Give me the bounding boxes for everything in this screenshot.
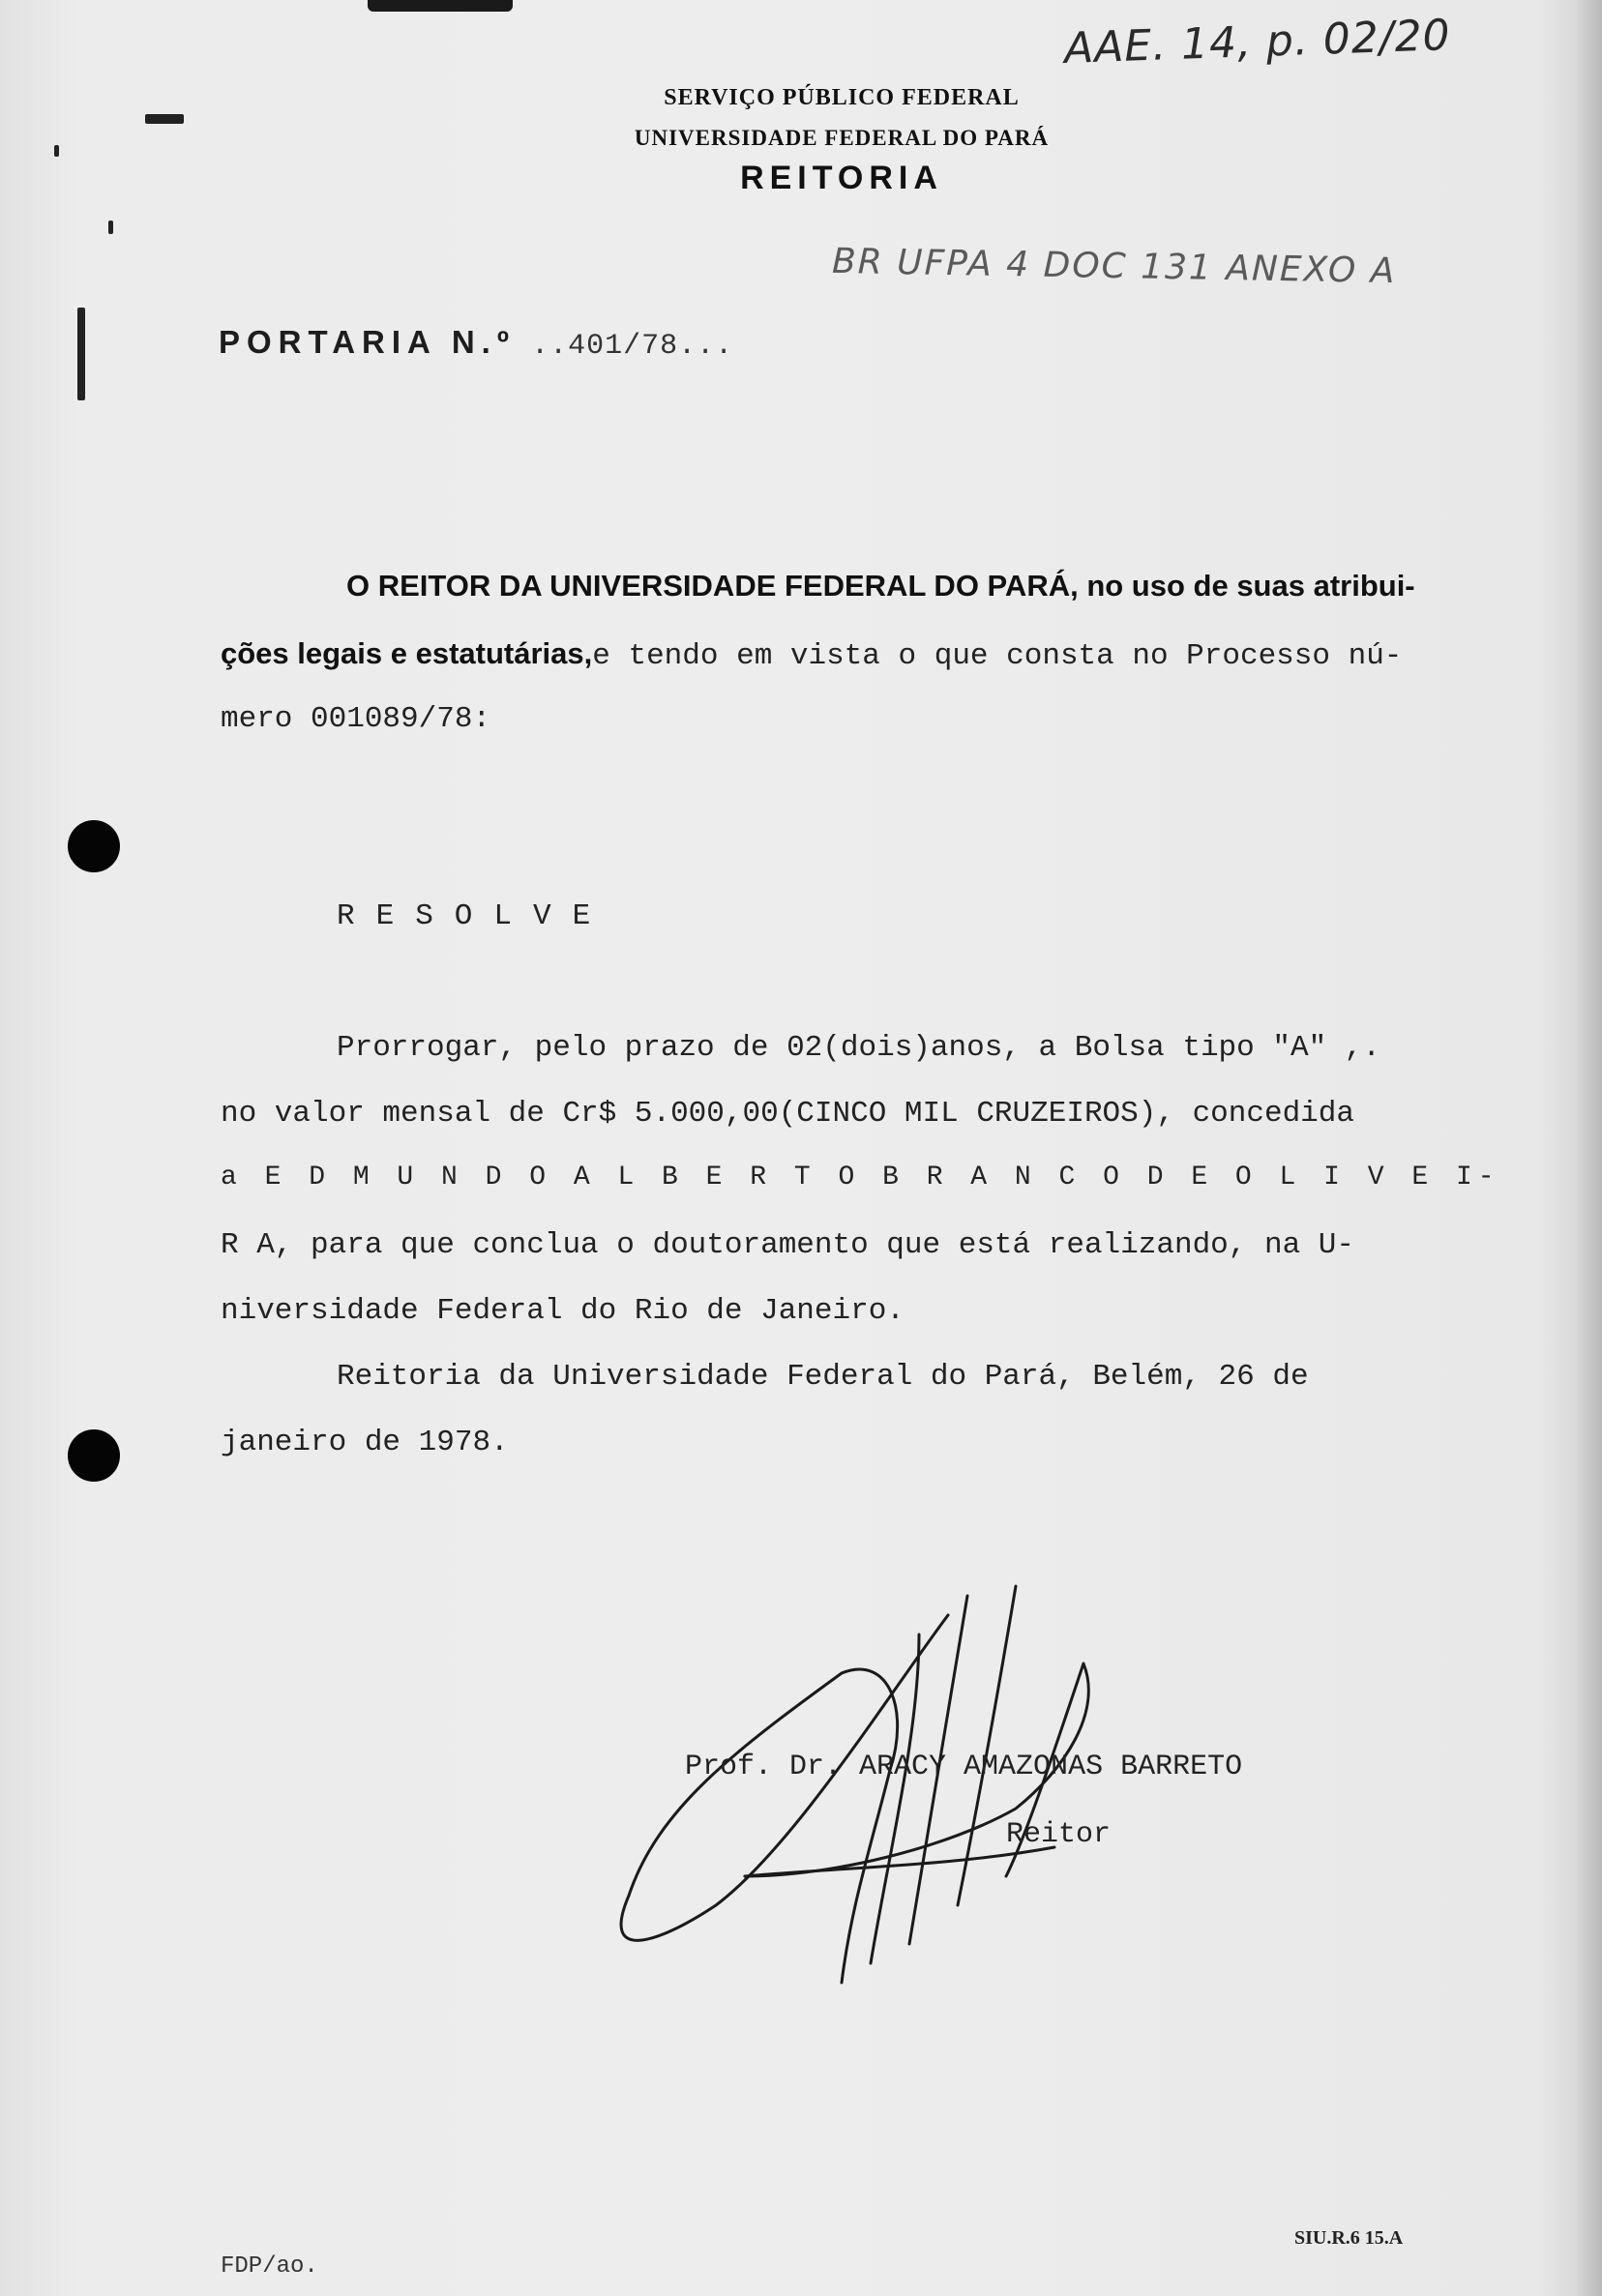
header-university: UNIVERSIDADE FEDERAL DO PARÁ (634, 126, 1050, 150)
punch-hole-top (68, 820, 120, 872)
preamble-line-3: mero 001089/78: (221, 702, 491, 736)
scan-edge (1577, 0, 1602, 2296)
portaria-label: PORTARIA N.º (219, 324, 516, 360)
form-code: SIU.R.6 15.A (1294, 2227, 1404, 2249)
body-line-3: a E D M U N D O A L B E R T O B R A N C O D E O L I V E I- (221, 1163, 1500, 1192)
scan-speck (54, 145, 59, 157)
handwritten-archive-code: AAE. 14, p. 02/20 (1063, 11, 1452, 74)
closing-line-2: janeiro de 1978. (221, 1426, 509, 1459)
preamble-rest: e tendo em vista o que consta no Processo nú- (592, 639, 1403, 673)
typist-initials: FDP/ao. (221, 2253, 318, 2280)
scan-speck (77, 308, 85, 400)
preamble-line-1: O REITOR DA UNIVERSIDADE FEDERAL DO PARÁ, no uso de suas atribui- (346, 569, 1415, 603)
portaria-number: ..401/78... (531, 330, 734, 363)
body-line-1: Prorrogar, pelo prazo de 02(dois)anos, a Bolsa tipo "A" ,. (337, 1031, 1380, 1065)
scan-speck (145, 114, 184, 124)
closing-line-1: Reitoria da Universidade Federal do Pará, Belém, 26 de (337, 1360, 1309, 1394)
signatory-role: Reitor (1006, 1818, 1112, 1851)
header-service: SERVIÇO PÚBLICO FEDERAL (664, 85, 1020, 110)
scan-mark (368, 0, 513, 12)
body-line-2: no valor mensal de Cr$ 5.000,00(CINCO MIL CRUZEIROS), concedida (221, 1097, 1354, 1131)
preamble-line-2 (221, 636, 1402, 673)
signatory-name: Prof. Dr. ARACY AMAZONAS BARRETO (685, 1751, 1243, 1783)
punch-hole-bottom (68, 1429, 120, 1482)
portaria-heading (219, 324, 733, 363)
preamble-bold-part: ções legais e estatutárias, (221, 636, 593, 670)
handwritten-reference: BR UFPA 4 DOC 131 ANEXO A (831, 241, 1397, 292)
scan-speck (108, 221, 113, 234)
header-office: REITORIA (740, 160, 943, 196)
body-line-5: niversidade Federal do Rio de Janeiro. (221, 1294, 905, 1328)
body-line-4: R A, para que conclua o doutoramento que está realizando, na U- (221, 1228, 1354, 1262)
resolve-heading: RESOLVE (337, 899, 612, 933)
